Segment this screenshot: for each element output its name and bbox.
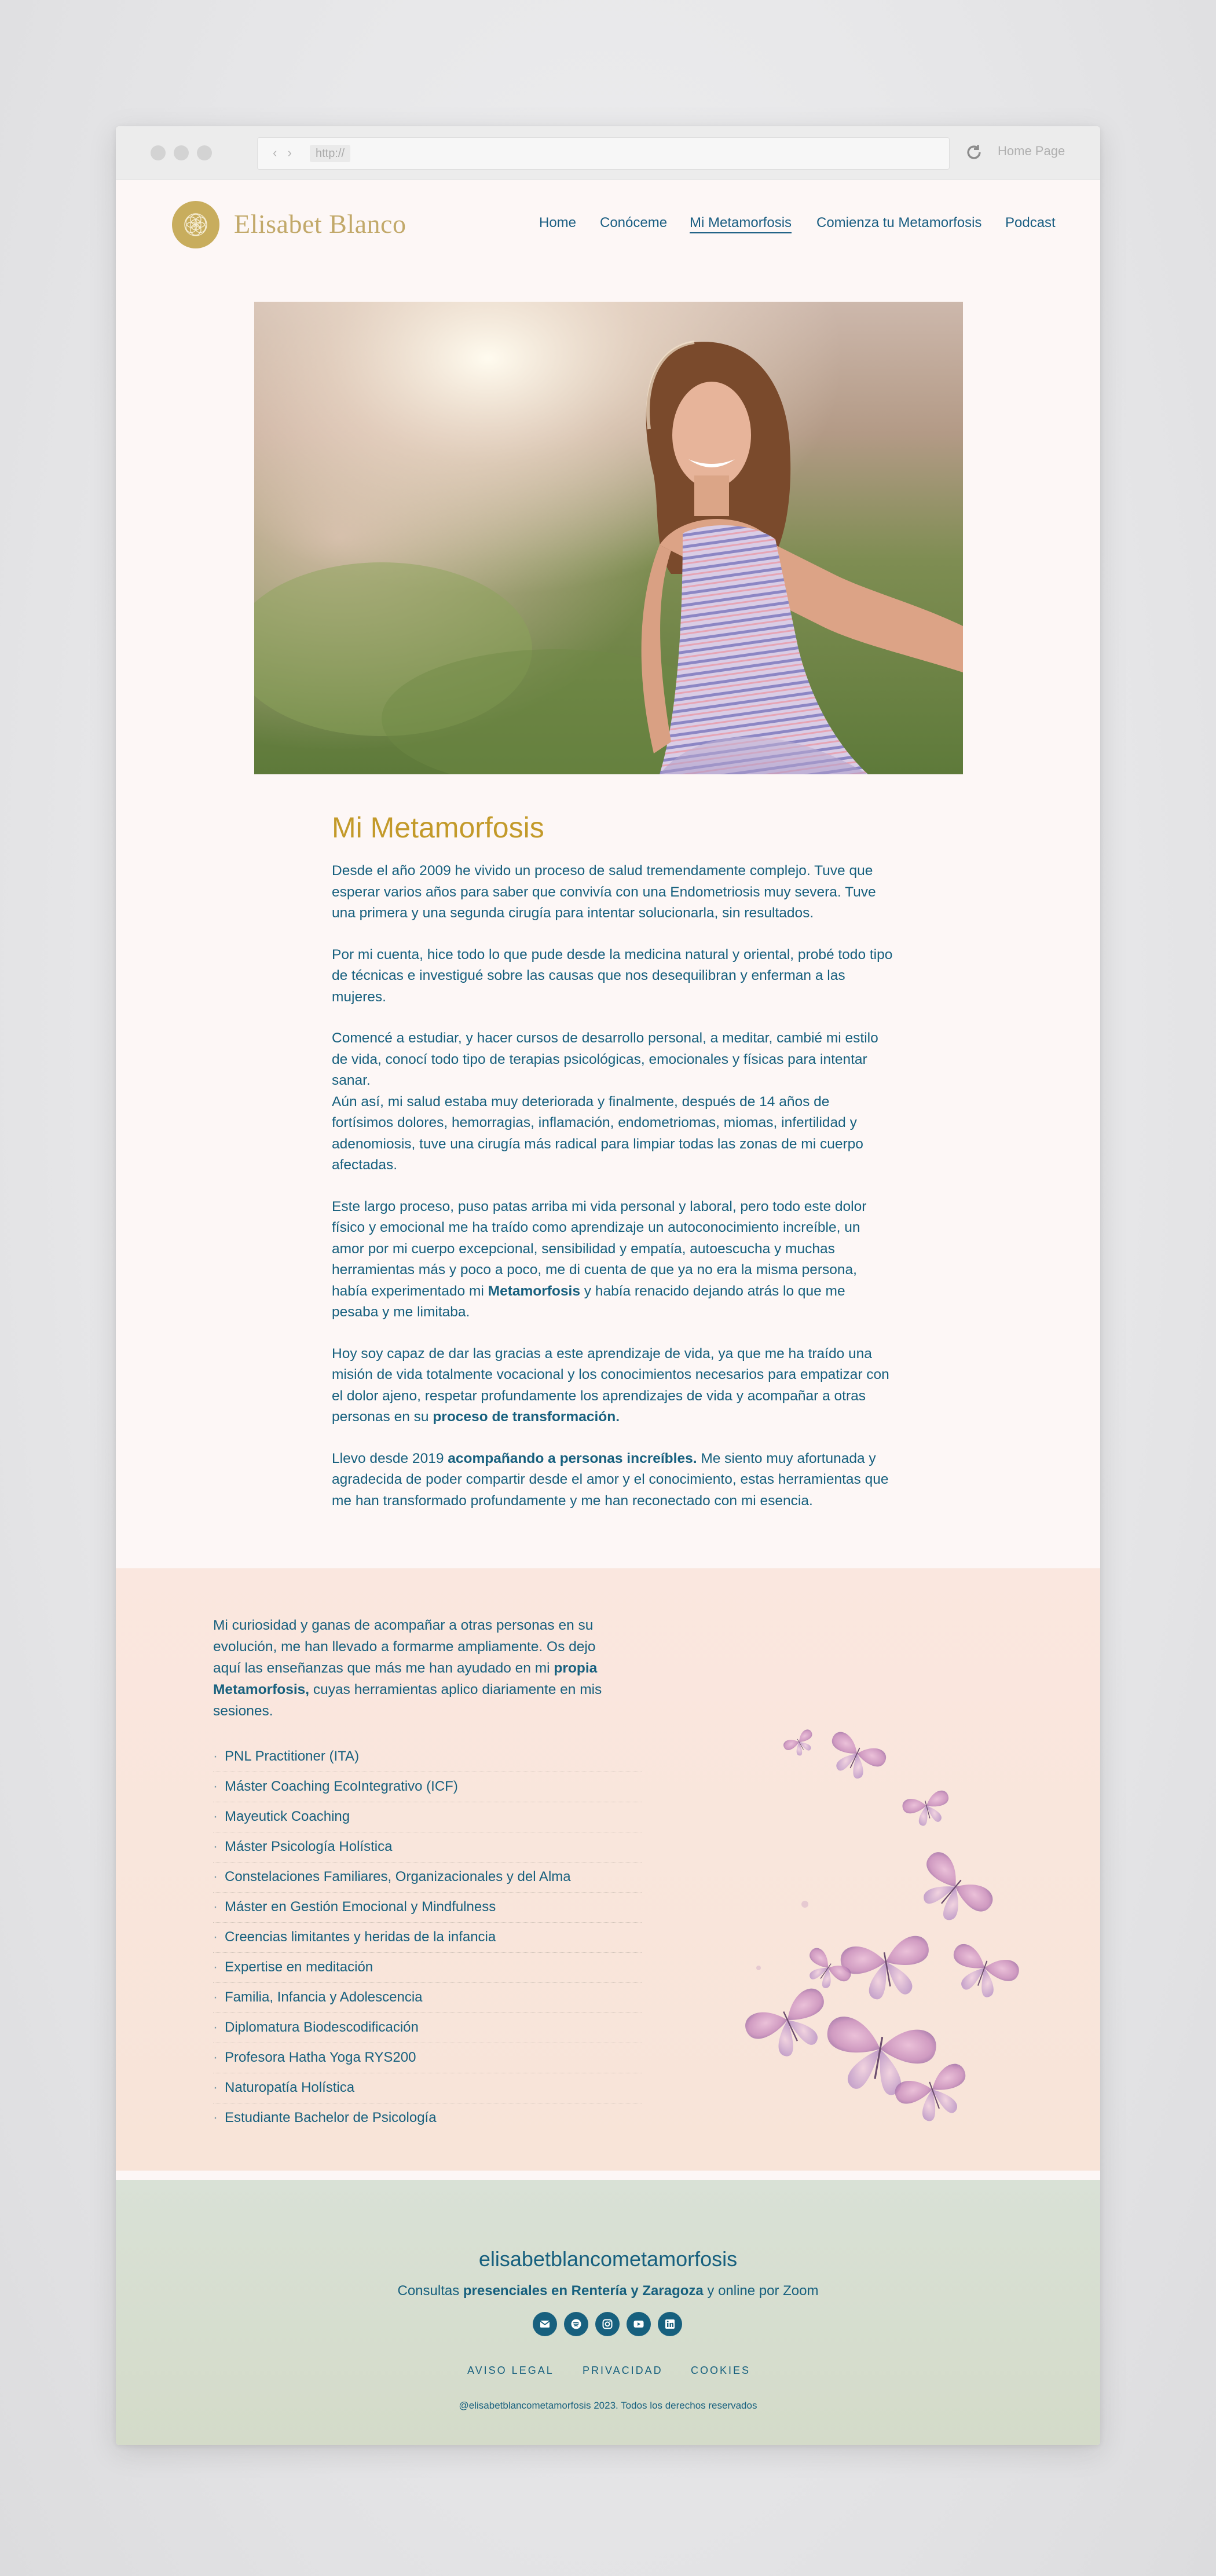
email-icon[interactable] bbox=[533, 2312, 557, 2336]
url-text[interactable]: http:// bbox=[310, 145, 350, 162]
article-paragraph: Desde el año 2009 he vivido un proceso de salud tremendamente complejo. Tuve que esperar varios años para saber que convivía con una Endometriosis muy severa. Tuve una primera y una segunda cirugía para intentar solucionarla, sin resultados. bbox=[332, 863, 876, 921]
nav-item-conoceme[interactable]: Conóceme bbox=[600, 215, 668, 230]
home-page-link[interactable]: Home Page bbox=[998, 144, 1065, 158]
article-title: Mi Metamorfosis bbox=[332, 811, 544, 844]
spotify-icon[interactable] bbox=[564, 2312, 588, 2336]
footer-brand: elisabetblancometamorfosis bbox=[478, 2247, 738, 2271]
footer bbox=[116, 2180, 1100, 2445]
list-item: · Naturopatía Holística bbox=[213, 2073, 642, 2103]
address-bar[interactable] bbox=[257, 137, 950, 170]
butterflies-illustration bbox=[654, 1696, 1071, 2142]
list-item: · Máster en Gestión Emocional y Mindfulness bbox=[213, 1893, 642, 1923]
privacidad-link[interactable]: PRIVACIDAD bbox=[583, 2365, 663, 2376]
back-forward-icon[interactable]: ‹ › bbox=[273, 145, 295, 160]
article-paragraph: Hoy soy capaz de dar las gracias a este aprendizaje de vida, ya que me ha traído una misión de vida totalmente vocacional y los conocimientos necesarios para empatizar con el dolor ajeno, respetar profundamente los aprendizajes de vida y acompañar a otras personas en su proceso de transformación. bbox=[332, 1345, 889, 1425]
instagram-icon[interactable] bbox=[595, 2312, 620, 2336]
list-item: · Máster Coaching EcoIntegrativo (ICF) bbox=[213, 1772, 642, 1802]
list-item: · PNL Practitioner (ITA) bbox=[213, 1742, 642, 1772]
nav-item-podcast[interactable]: Podcast bbox=[1005, 215, 1056, 230]
copyright: @elisabetblancometamorfosis 2023. Todos los derechos reservados bbox=[459, 2400, 757, 2411]
list-item: · Estudiante Bachelor de Psicología bbox=[213, 2110, 437, 2125]
window-minimize-button[interactable] bbox=[174, 145, 189, 160]
list-item: · Expertise en meditación bbox=[213, 1953, 642, 1983]
article bbox=[332, 808, 893, 1532]
list-item: · Creencias limitantes y heridas de la infancia bbox=[213, 1923, 642, 1953]
footer-consultations: Consultas presenciales en Rentería y Zaragoza y online por Zoom bbox=[397, 2283, 819, 2299]
logo-text[interactable]: Elisabet Blanco bbox=[234, 209, 406, 239]
nav-item-home[interactable]: Home bbox=[539, 215, 577, 230]
training-list bbox=[213, 1742, 642, 2133]
article-paragraph: Comencé a estudiar, y hacer cursos de desarrollo personal, a meditar, cambié mi estilo de vida, conocí todo tipo de terapias psicológicas, emocionales y físicas para intentar sanar. Aún así, mi salud estaba muy deteriorada y finalmente, después de 14 años de fortísimos dolores, hemorragias, inflamación, endometriomas, miomas, infertilidad y adenomiosis, tuve una cirugía más radical para limpiar todas las zonas de mi cuerpo afectadas. bbox=[332, 1030, 878, 1173]
section-divider bbox=[116, 2171, 1100, 2180]
browser-toolbar bbox=[116, 126, 1100, 180]
window-maximize-button[interactable] bbox=[197, 145, 212, 160]
list-item: · Máster Psicología Holística bbox=[213, 1832, 642, 1863]
nav-item-comienza-tu-metamorfosis[interactable]: Comienza tu Metamorfosis bbox=[816, 215, 982, 230]
social-links bbox=[533, 2312, 683, 2337]
nav-item-mi-metamorfosis[interactable]: Mi Metamorfosis bbox=[690, 215, 792, 233]
hero-photo bbox=[254, 302, 963, 774]
reload-icon[interactable] bbox=[964, 142, 984, 162]
youtube-icon[interactable] bbox=[627, 2312, 651, 2336]
logo-mark[interactable] bbox=[172, 201, 219, 248]
list-item: · Constelaciones Familiares, Organizacionales y del Alma bbox=[213, 1863, 642, 1893]
list-item: · Familia, Infancia y Adolescencia bbox=[213, 1983, 642, 2013]
cookies-link[interactable]: COOKIES bbox=[691, 2365, 751, 2376]
list-item: · Mayeutick Coaching bbox=[213, 1802, 642, 1832]
training-intro: Mi curiosidad y ganas de acompañar a otras personas en su evolución, me han llevado a formarme ampliamente. Os dejo aquí las enseñanzas que más me han ayudado en mi propia Metamorfosis, cuyas herramientas aplico diariamente en mis sesiones. bbox=[213, 1618, 602, 1719]
flower-of-life-icon bbox=[172, 201, 219, 248]
article-paragraph: Este largo proceso, puso patas arriba mi vida personal y laboral, pero todo este dolor físico y emocional me ha traído como aprendizaje un autoconocimiento increíble, un amor por mi cuerpo excepcional, sensibilidad y empatía, autoescucha y muchas herramientas más y poco a poco, me di cuenta de que ya no era la misma persona, había experimentado mi Metamorfosis y había renacido dejando atrás lo que me pesaba y me limitaba. bbox=[332, 1198, 867, 1320]
aviso-legal-link[interactable]: AVISO LEGAL bbox=[467, 2365, 554, 2376]
article-paragraph: Por mi cuenta, hice todo lo que pude desde la medicina natural y oriental, probé todo tipo de técnicas e investigué sobre las causas que nos desequilibran y enferman a las mujeres. bbox=[332, 946, 893, 1005]
list-item: · Diplomatura Biodescodificación bbox=[213, 2013, 642, 2043]
window-close-button[interactable] bbox=[151, 145, 166, 160]
article-paragraph: Llevo desde 2019 acompañando a personas increíbles. Me siento muy afortunada y agradecida de poder compartir desde el amor y el conocimiento, estas herramientas que me han transformado profundamente y me han reconectado con mi esencia. bbox=[332, 1450, 889, 1509]
linkedin-icon[interactable] bbox=[658, 2312, 682, 2336]
browser-window bbox=[116, 126, 1100, 2445]
training-section bbox=[116, 1568, 1100, 2171]
list-item: · Profesora Hatha Yoga RYS200 bbox=[213, 2043, 642, 2073]
